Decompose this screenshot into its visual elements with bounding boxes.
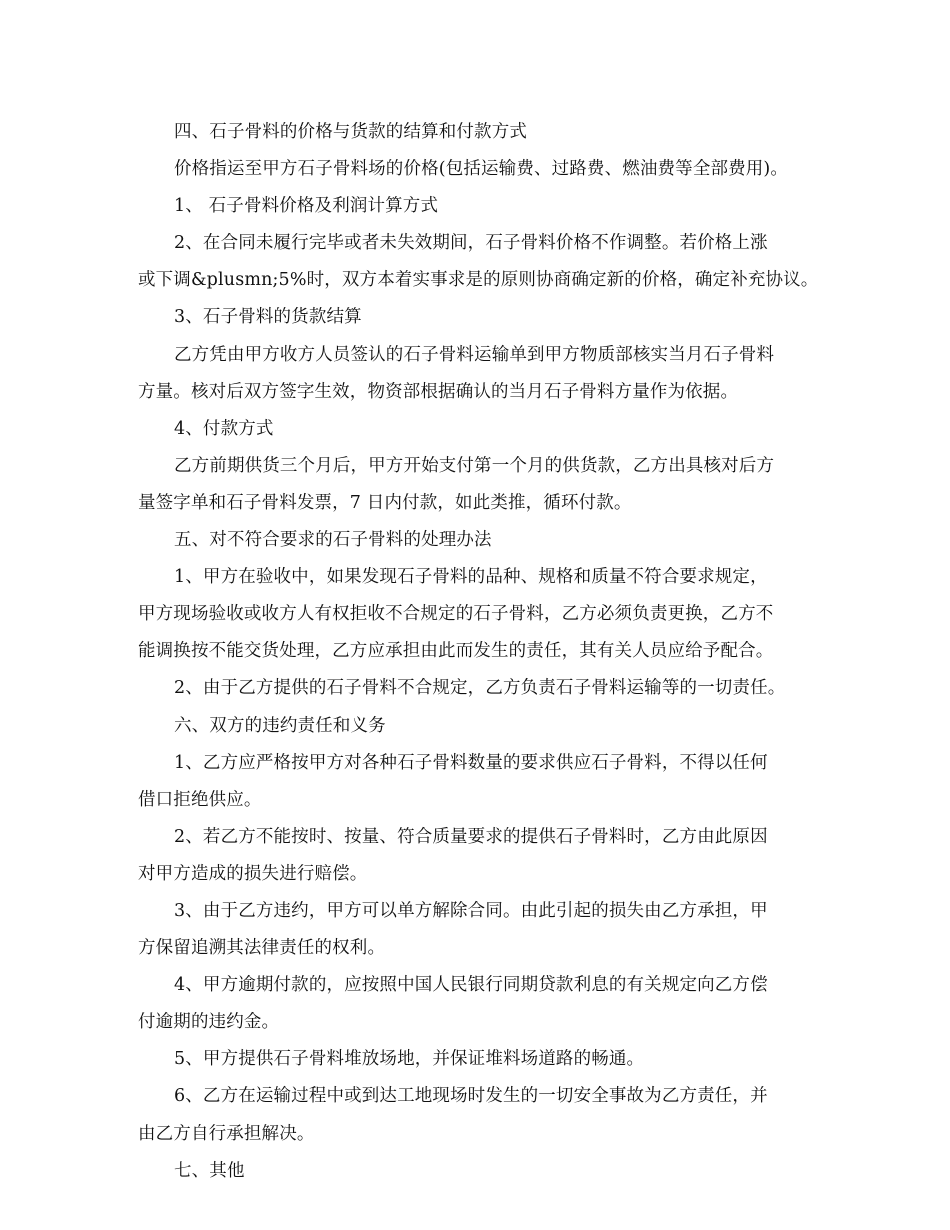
paragraph-line: 2、在合同未履行完毕或者未失效期间，石子骨料价格不作调整。若价格上涨 [174, 233, 768, 254]
section-heading-5: 五、对不符合要求的石子骨料的处理办法 [174, 530, 492, 551]
section-heading-7: 七、其他 [174, 1160, 245, 1181]
paragraph-line: 或下调&plusmn;5%时，双方本着实事求是的原则协商确定新的价格，确定补充协议。 [138, 270, 819, 291]
paragraph-line: 3、由于乙方违约，甲方可以单方解除合同。由此引起的损失由乙方承担，甲 [174, 900, 768, 921]
paragraph-line: 6、乙方在运输过程中或到达工地现场时发生的一切安全事故为乙方责任，并 [174, 1086, 768, 1107]
paragraph-line: 4、甲方逾期付款的，应按照中国人民银行同期贷款利息的有关规定向乙方偿 [174, 975, 768, 996]
paragraph-line: 2、由于乙方提供的石子骨料不合规定，乙方负责石子骨料运输等的一切责任。 [174, 678, 786, 699]
paragraph-line: 能调换按不能交货处理，乙方应承担由此而发生的责任，其有关人员应给予配合。 [138, 641, 774, 662]
clause-heading: 4、付款方式 [174, 418, 274, 439]
paragraph-line: 甲方现场验收或收方人有权拒收不合规定的石子骨料，乙方必须负责更换，乙方不 [138, 604, 774, 625]
paragraph-line: 由乙方自行承担解决。 [138, 1123, 315, 1144]
clause-heading: 3、石子骨料的货款结算 [174, 307, 362, 328]
paragraph-line: 借口拒绝供应。 [138, 789, 262, 810]
paragraph-line: 价格指运至甲方石子骨料场的价格(包括运输费、过路费、燃油费等全部费用)。 [174, 159, 789, 180]
paragraph-line: 5、甲方提供石子骨料堆放场地，并保证堆料场道路的畅通。 [174, 1049, 645, 1070]
paragraph-line: 乙方前期供货三个月后，甲方开始支付第一个月的供货款，乙方出具核对后方 [174, 455, 775, 476]
paragraph-line: 1、甲方在验收中，如果发现石子骨料的品种、规格和质量不符合要求规定， [174, 567, 768, 588]
paragraph-line: 量签字单和石子骨料发票，7 日内付款，如此类推，循环付款。 [138, 492, 632, 513]
document-body [138, 114, 828, 1190]
paragraph-line: 对甲方造成的损失进行赔偿。 [138, 863, 368, 884]
paragraph-line: 1、乙方应严格按甲方对各种石子骨料数量的要求供应石子骨料，不得以任何 [174, 752, 768, 773]
section-heading-4: 四、石子骨料的价格与货款的结算和付款方式 [174, 122, 527, 142]
paragraph-line: 付逾期的违约金。 [138, 1012, 280, 1033]
paragraph-line: 乙方凭由甲方收方人员签认的石子骨料运输单到甲方物质部核实当月石子骨料 [174, 344, 775, 365]
paragraph-line: 方量。核对后双方签字生效，物资部根据确认的当月石子骨料方量作为依据。 [138, 381, 739, 402]
section-heading-6: 六、双方的违约责任和义务 [174, 715, 386, 736]
paragraph-line: 方保留追溯其法律责任的权利。 [138, 938, 386, 959]
paragraph-line: 2、若乙方不能按时、按量、符合质量要求的提供石子骨料时，乙方由此原因 [174, 826, 768, 847]
clause-heading: 1、 石子骨料价格及利润计算方式 [174, 196, 439, 217]
